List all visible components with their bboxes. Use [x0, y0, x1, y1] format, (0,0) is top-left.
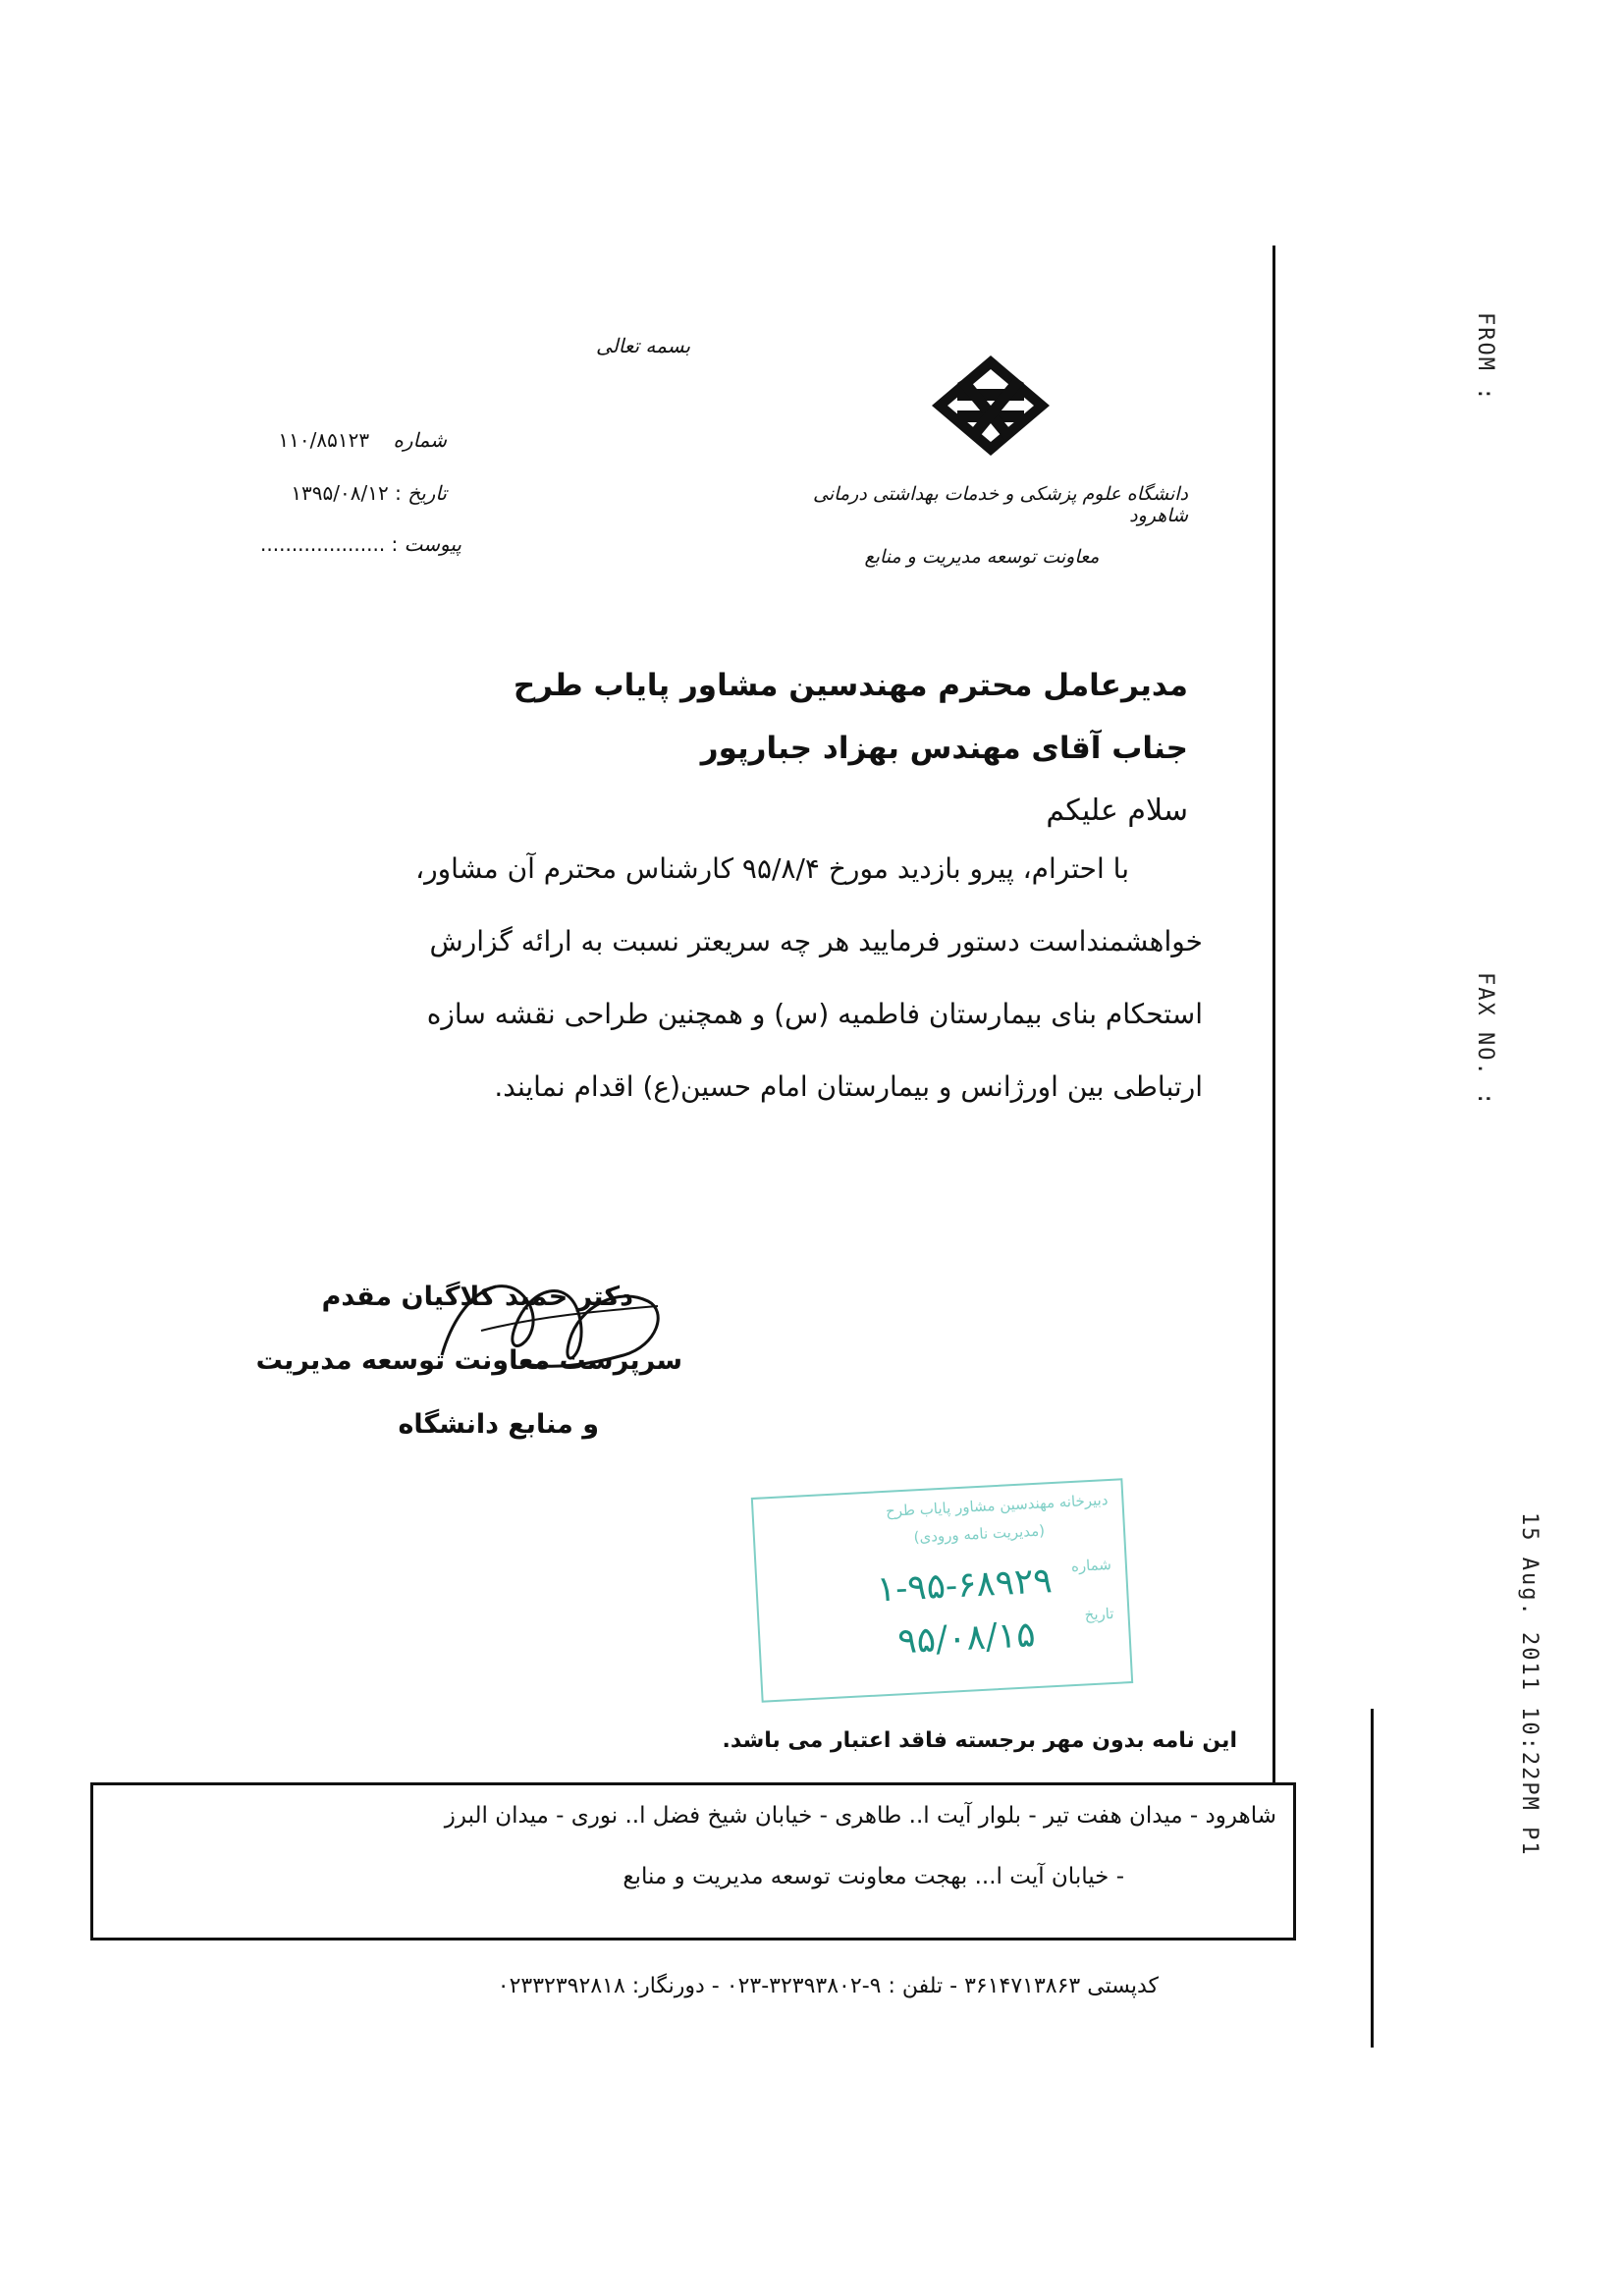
recipient-line-1: مدیرعامل محترم مهندسین مشاور پایاب طرح	[513, 668, 1188, 703]
body-line-2: خواهشمنداست دستور فرمایید هر چه سریعتر نسبت به ارائه گزارش	[429, 925, 1203, 957]
fax-from-label: FROM :	[1473, 312, 1497, 403]
letter-attachment-value: ....................	[260, 532, 386, 556]
stamp-number-value: ۱-۹۵-۶۸۹۲۹	[875, 1560, 1054, 1611]
footer-address-box	[90, 1782, 1296, 1941]
letter-number-label: شماره	[393, 428, 447, 452]
signer-title-1: سرپرست معاونت توسعه مدیریت	[255, 1345, 682, 1376]
page-border-right-top	[1272, 246, 1275, 1782]
recipient-line-2: جناب آقای مهندس بهزاد جبارپور	[700, 731, 1188, 766]
body-line-1: با احترام، پیرو بازدید مورخ ۹۵/۸/۴ کارشناس محترم آن مشاور،	[415, 852, 1129, 885]
stamp-line-1: دبیرخانه مهندسین مشاور پایاب طرح	[885, 1491, 1109, 1520]
validity-note: این نامه بدون مهر برجسته فاقد اعتبار می باشد.	[722, 1728, 1237, 1753]
department-name: معاونت توسعه مدیریت و منابع	[864, 546, 1100, 568]
stamp-number-label: شماره	[1070, 1555, 1112, 1576]
stamp-line-2: (مدیریت نامه ورودی)	[913, 1521, 1046, 1547]
letter-attachment-label: پیوست	[404, 532, 461, 556]
signer-title-2: و منابع دانشگاه	[398, 1409, 599, 1440]
footer-address-line-2: - خیابان آیت ا... بهجت معاونت توسعه مدیریت و منابع	[623, 1864, 1124, 1889]
body-line-4: ارتباطی بین اورژانس و بیمارستان امام حسین(ع) اقدام نمایند.	[494, 1070, 1203, 1103]
letter-date-value: ۱۳۹۵/۰۸/۱۲	[291, 481, 389, 505]
fax-timestamp: 15 Aug. 2011 10:22PM P1	[1517, 1512, 1542, 1857]
letter-number-row	[236, 428, 447, 452]
letter-date-label: تاریخ	[407, 481, 447, 505]
footer-address-line-1: شاهرود - میدان هفت تیر - بلوار آیت ا.. طاهری - خیابان شیخ فضل ا.. نوری - میدان البرز	[444, 1803, 1276, 1829]
signer-name: دکتر حمید کلاگیان مقدم	[321, 1282, 633, 1312]
university-name: دانشگاه علوم پزشکی و خدمات بهداشتی درمانی شاهرود	[813, 483, 1188, 526]
greeting: سلام علیکم	[1046, 793, 1188, 828]
letter-attachment-row: پیوست : ....................	[260, 532, 461, 556]
received-stamp	[751, 1478, 1133, 1703]
letter-number-value: ۱۱۰/۸۵۱۲۳	[278, 428, 370, 452]
stamp-date-value: ۹۵/۰۸/۱۵	[896, 1614, 1037, 1663]
page-border-right-bottom	[1371, 1709, 1374, 2048]
letter-date-row: تاریخ : ۱۳۹۵/۰۸/۱۲	[291, 481, 447, 505]
body-line-3: استحکام بنای بیمارستان فاطمیه (س) و همچنین طراحی نقشه سازه	[426, 998, 1203, 1030]
university-logo	[928, 352, 1054, 460]
invocation: بسمه تعالی	[595, 334, 691, 357]
stamp-date-label: تاریخ	[1084, 1604, 1114, 1624]
fax-number-label: FAX NO. :	[1473, 972, 1497, 1108]
footer-contact-line: کدپستی ۳۶۱۴۷۱۳۸۶۳ - تلفن : ۹-۳۲۳۹۳۸۰۲-۰۲۳ - دورنگار: ۰۲۳۳۲۳۹۲۸۱۸	[497, 1974, 1159, 1998]
